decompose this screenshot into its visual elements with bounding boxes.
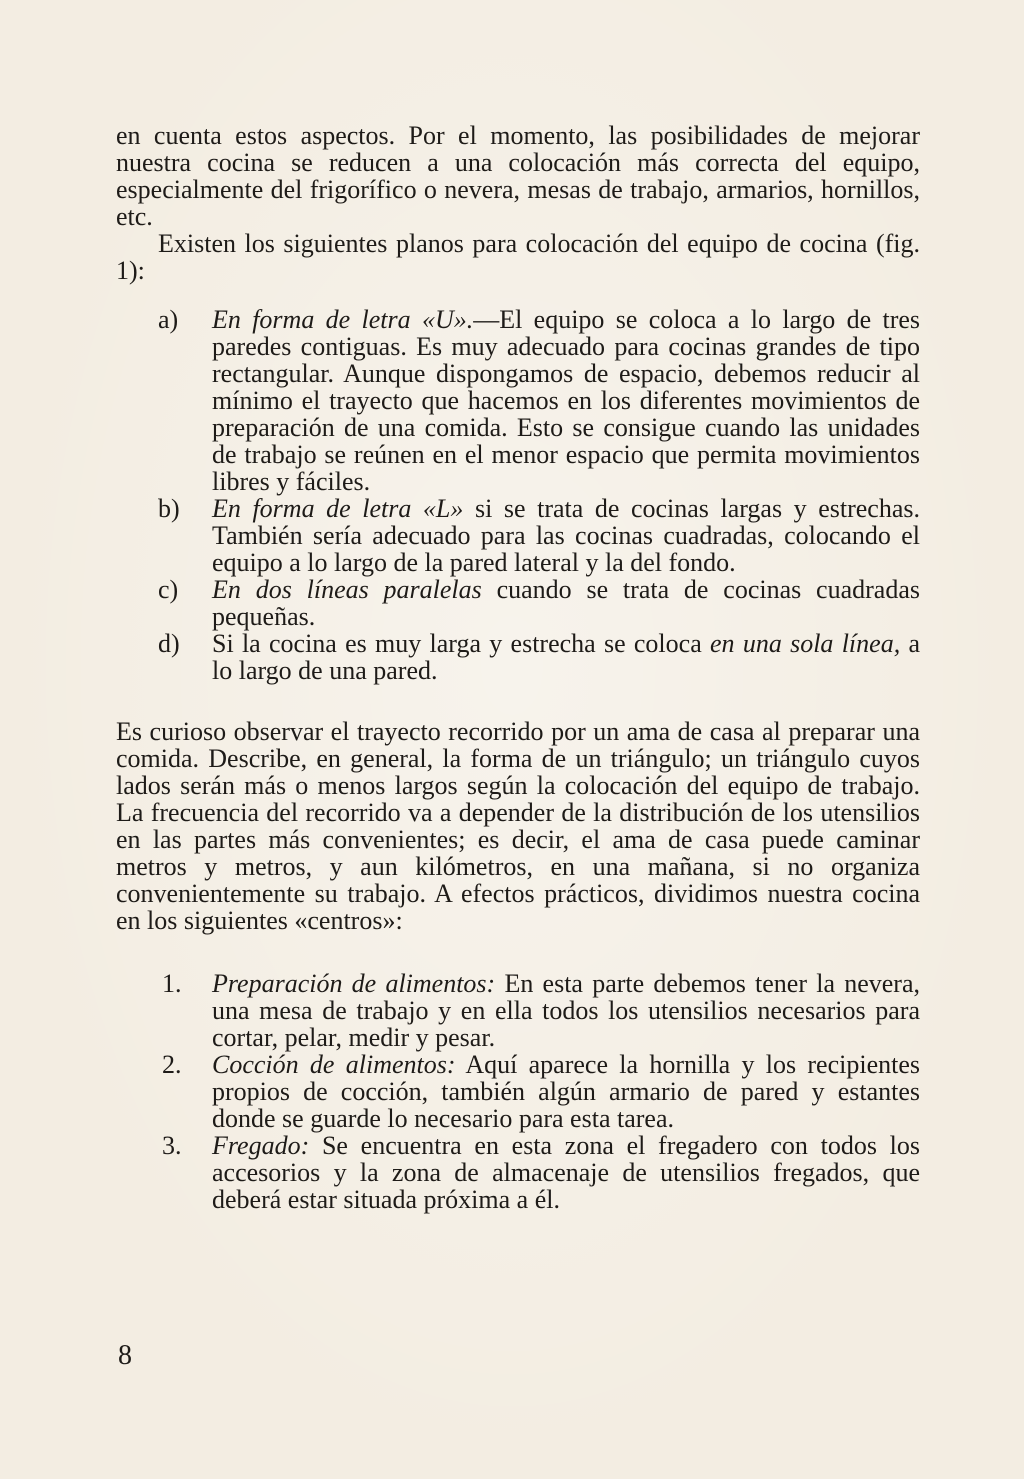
center-description: Aquí aparece la hornilla y los recipientes propios de cocción, también algún armario de pared y estantes donde se guarde lo necesario para esta tarea. bbox=[212, 1050, 920, 1133]
plan-description: Si la cocina es muy larga y estrecha se coloca bbox=[212, 629, 711, 658]
center-description: En esta parte debemos tener la nevera, una mesa de trabajo y en ella todos los utensilios necesarios para cortar, pelar, medir y pesar. bbox=[212, 969, 920, 1052]
body-text bbox=[116, 122, 920, 1213]
list-marker: c) bbox=[158, 575, 179, 604]
list-item bbox=[116, 495, 920, 576]
plan-term: en una sola línea, bbox=[710, 629, 901, 658]
list-marker: 2. bbox=[162, 1050, 182, 1079]
plans-intro-paragraph: Existen los siguientes planos para colocación del equipo de cocina (fig. 1): bbox=[116, 229, 920, 285]
list-marker: b) bbox=[158, 494, 180, 523]
list-item bbox=[116, 306, 920, 495]
list-item bbox=[116, 970, 920, 1051]
plan-description: cuando se trata de cocinas cuadradas pequeñas. bbox=[212, 575, 920, 631]
list-marker: a) bbox=[158, 305, 179, 334]
plan-description-end: a lo largo de una pared. bbox=[212, 629, 921, 685]
center-term: Preparación de alimentos: bbox=[212, 969, 496, 998]
center-description: Se encuentra en esta zona el fregadero con todos los accesorios y la zona de almacenaje de utensilios fregados, que deberá estar situada próxima a él. bbox=[212, 1131, 920, 1214]
list-marker: 3. bbox=[162, 1131, 182, 1160]
list-item bbox=[116, 576, 920, 630]
plan-term: En forma de letra «U». bbox=[212, 305, 474, 334]
plan-description: —El equipo se coloca a lo largo de tres paredes contiguas. Es muy adecuado para cocinas grandes de tipo rectangular. Aunque dispongamos de espacio, debemos reducir al mínimo el trayecto que hacemos en los diferentes movimientos de preparación de una comida. Esto se consigue cuando las unidades de trabajo se reúnen en el menor espacio que permita movimientos libres y fáciles. bbox=[212, 305, 921, 496]
intro-paragraph: en cuenta estos aspectos. Por el momento, las posibilidades de mejorar nuestra cocina se reducen a una colocación más correcta del equipo, especialmente del frigorífico o nevera, mesas de trabajo, armarios, hornillos, etc. bbox=[116, 121, 920, 231]
list-item bbox=[116, 1051, 920, 1132]
plan-description: si se trata de cocinas largas y estrechas. También sería adecuado para las cocinas cuadradas, colocando el equipo a lo largo de la pared lateral y la del fondo. bbox=[212, 494, 921, 577]
kitchen-centers-list bbox=[116, 970, 920, 1213]
list-marker: d) bbox=[158, 629, 180, 658]
triangle-paragraph: Es curioso observar el trayecto recorrido por un ama de casa al preparar una comida. Describe, en general, la forma de un triángulo; un triángulo cuyos lados serán más o menos largos según la colocación del equipo de trabajo. La frecuencia del recorrido va a depender de la distribución de los utensilios en las partes más convenientes; es decir, el ama de casa puede caminar metros y metros, y aun kilómetros, en una mañana, si no organiza convenientemente su trabajo. A efectos prácticos, dividimos nuestra cocina en los siguientes «centros»: bbox=[116, 717, 920, 935]
center-term: Cocción de alimentos: bbox=[212, 1050, 456, 1079]
center-term: Fregado: bbox=[212, 1131, 310, 1160]
page-number: 8 bbox=[118, 1340, 132, 1371]
plan-term: En dos líneas paralelas bbox=[212, 575, 482, 604]
plan-term: En forma de letra «L» bbox=[212, 494, 464, 523]
list-item bbox=[116, 630, 920, 684]
kitchen-plan-list bbox=[116, 306, 920, 684]
list-item bbox=[116, 1132, 920, 1213]
list-marker: 1. bbox=[162, 969, 182, 998]
